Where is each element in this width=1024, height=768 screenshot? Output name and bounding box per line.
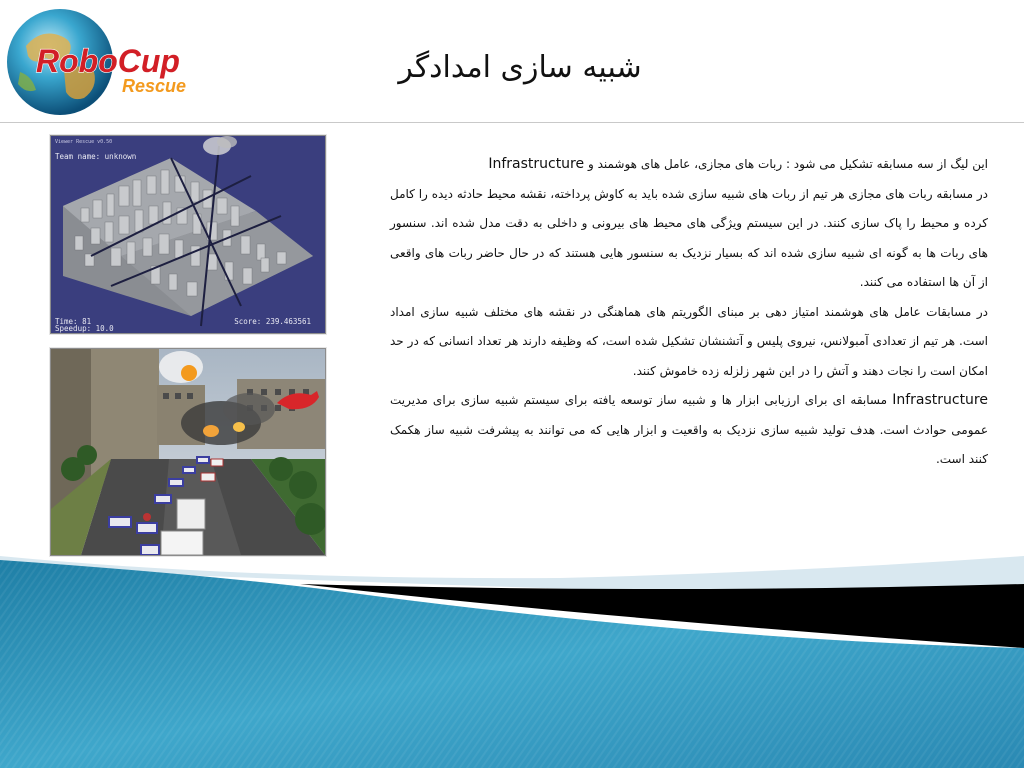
infrastructure-keyword-2: Infrastructure: [892, 392, 988, 408]
simulator-window-title: Viewer Rescue v0.50: [55, 139, 113, 145]
logo-robocup-text: RoboCup: [36, 43, 180, 79]
page-title: شبیه سازی امدادگر: [398, 50, 642, 85]
time-label: Time: 81: [55, 317, 92, 326]
team-name-label: Team name: unknown: [55, 152, 137, 161]
paragraph-infrastructure-text: مسابقه ای برای ارزیابی ابزار ها و شبیه ساز توسعه یافته برای سیستم شبیه سازی برای مدیریت عمومی حوادث است. هدف تولید شبیه سازی نزدیک به واقعیت و ابزار هایی که می توانند به پیشرفت شبیه ساز هکمک کنند است.: [390, 393, 988, 466]
paragraph-intro-text: این لیگ از سه مسابقه تشکیل می شود : ربات های مجازی، عامل های هوشمند و: [587, 157, 988, 171]
paragraph-virtual-robots: در مسابقه ربات های مجازی هر تیم از ربات های شبیه سازی شده باید به کاوش پرداخته، نقشه محیط حادثه دیده را کامل کرده و محیط را پاک سازی کنند. در این سیستم ویژگی های محیط های بیرونی و داخلی به دقت مدل شده اند. سنسور های ربات ها به گونه ای شبیه سازی شده اند که بسیار نزدیک به سنسور هایی هستند که در حال حاضر ربات های واقعی از آن ها استفاده می کنند.: [390, 186, 988, 289]
score-label: Score: 239.463561: [234, 317, 311, 326]
infrastructure-keyword: Infrastructure: [488, 156, 585, 172]
paragraph-agents: در مسابقات عامل های هوشمند امتیاز دهی بر مبنای الگوریتم های هماهنگی در نقشه های مختلف شبیه سازی امداد است. هر تیم از تعدادی آمبولانس، نیروی پلیس و آتشنشان تشکیل شده است، که وظیفه دارند هر تعداد انسانی که در حد امکان است را نجات دهند و آتش را در این شهر زلزله زده خاموش کنند.: [390, 304, 988, 378]
speedup-label: Speedup: 10.0: [55, 324, 114, 333]
logo-rescue-text: Rescue: [122, 76, 187, 96]
